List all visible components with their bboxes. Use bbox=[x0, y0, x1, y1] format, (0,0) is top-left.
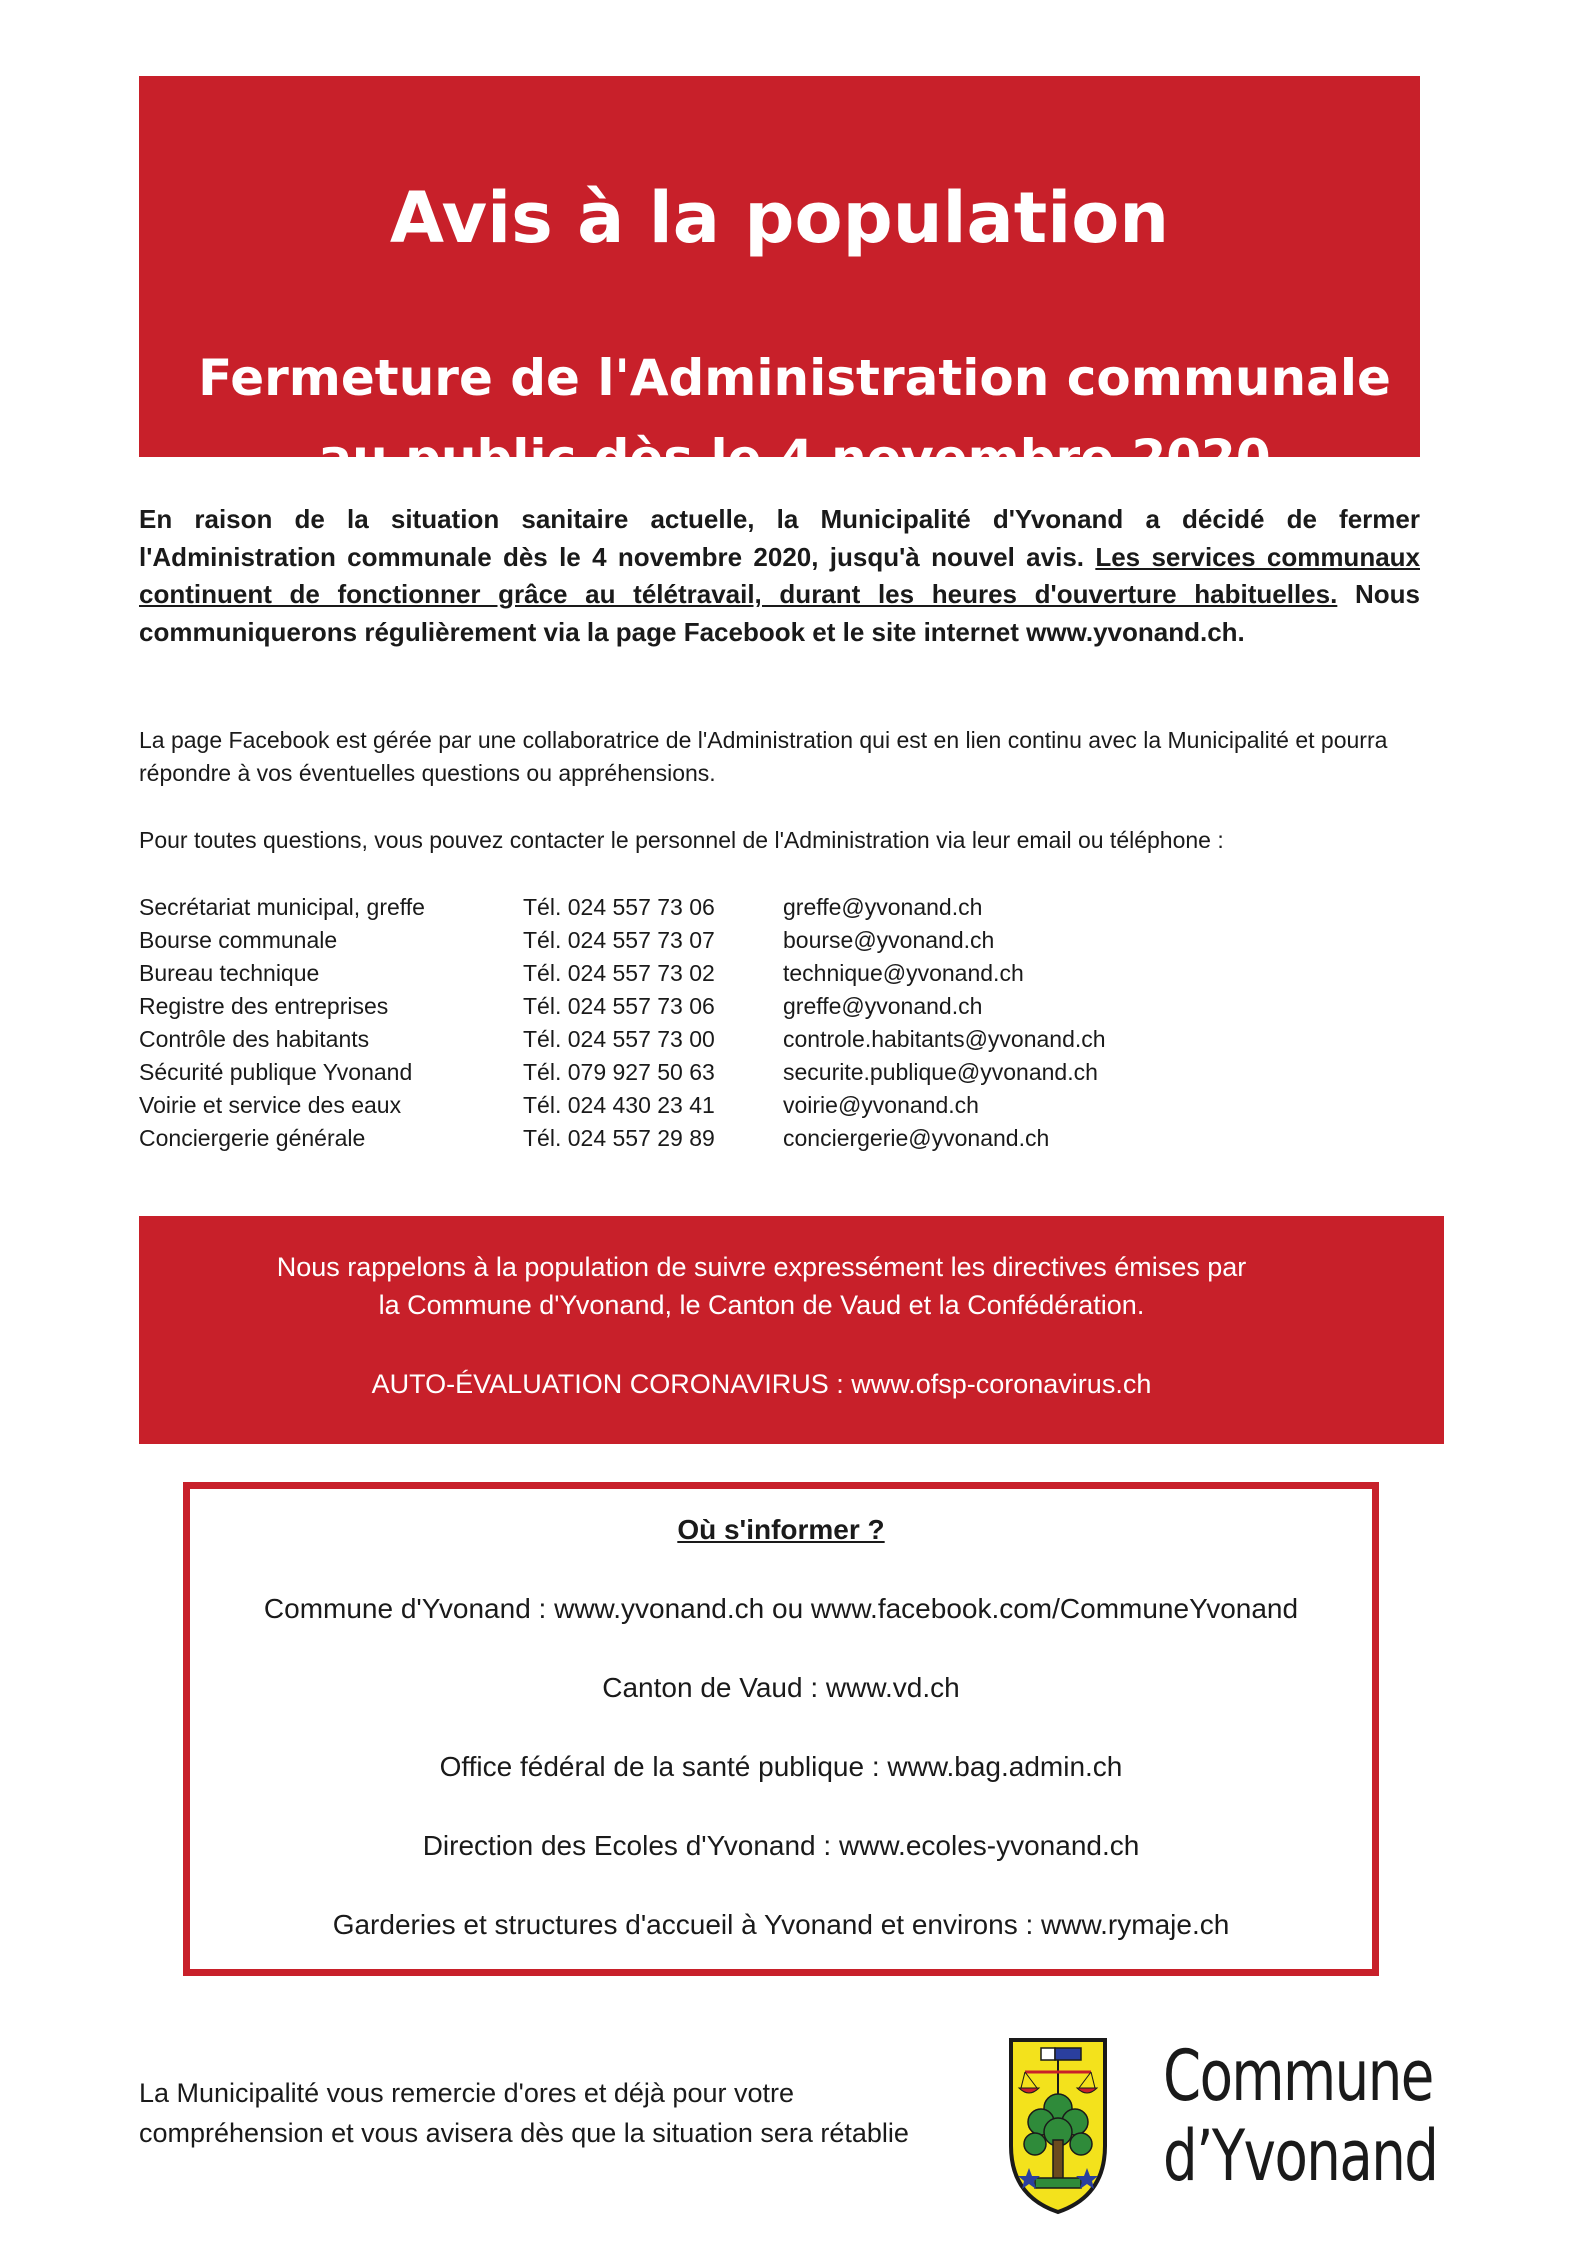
contact-name: Secrétariat municipal, greffe bbox=[139, 894, 425, 920]
contact-phone[interactable]: Tél. 079 927 50 63 bbox=[523, 1059, 715, 1085]
contact-email[interactable]: voirie@yvonand.ch bbox=[783, 1092, 979, 1118]
info-item[interactable]: Commune d'Yvonand : www.yvonand.ch ou www.facebook.com/CommuneYvonand bbox=[263, 1593, 1299, 1624]
contact-row bbox=[139, 1089, 1339, 1122]
facebook-paragraph: La page Facebook est gérée par une collaboratrice de l'Administration qui est en lien continu avec la Municipalité et pourra répondre à vos éventuelles questions ou appréhensions. bbox=[139, 727, 1388, 786]
contact-email[interactable]: bourse@yvonand.ch bbox=[783, 927, 995, 953]
brand-line-2: d’Yvonand bbox=[1163, 2115, 1438, 2197]
contact-phone[interactable]: Tél. 024 557 73 00 bbox=[523, 1026, 715, 1052]
contact-name: Conciergerie générale bbox=[139, 1125, 366, 1151]
contact-email[interactable]: greffe@yvonand.ch bbox=[783, 894, 983, 920]
contact-phone[interactable]: Tél. 024 557 73 06 bbox=[523, 993, 715, 1019]
contact-row bbox=[139, 891, 1339, 924]
contact-phone[interactable]: Tél. 024 557 73 02 bbox=[523, 960, 715, 986]
contact-row bbox=[139, 1122, 1339, 1155]
brand-line-1: Commune bbox=[1163, 2035, 1433, 2117]
reminder-self-assessment[interactable]: AUTO-ÉVALUATION CORONAVIRUS : www.ofsp-coronavirus.ch bbox=[371, 1369, 1152, 1399]
contact-email[interactable]: controle.habitants@yvonand.ch bbox=[783, 1026, 1106, 1052]
coat-of-arms-icon bbox=[1007, 2036, 1109, 2216]
info-item[interactable]: Office fédéral de la santé publique : www.bag.admin.ch bbox=[439, 1751, 1123, 1782]
contact-name: Contrôle des habitants bbox=[139, 1026, 370, 1052]
reminder-banner bbox=[139, 1216, 1444, 1444]
contact-row bbox=[139, 957, 1339, 990]
page-subtitle bbox=[139, 338, 1420, 498]
thanks-paragraph: La Municipalité vous remercie d'ores et déjà pour votre compréhension et vous avisera dès que la situation sera rétablie bbox=[139, 2078, 909, 2148]
contact-name: Bureau technique bbox=[139, 960, 320, 986]
contact-email[interactable]: securite.publique@yvonand.ch bbox=[783, 1059, 1098, 1085]
contact-phone[interactable]: Tél. 024 430 23 41 bbox=[523, 1092, 715, 1118]
header-banner bbox=[139, 76, 1420, 487]
reminder-line-2: la Commune d'Yvonand, le Canton de Vaud et la Confédération. bbox=[378, 1290, 1145, 1320]
contact-email[interactable]: technique@yvonand.ch bbox=[783, 960, 1024, 986]
contact-intro: Pour toutes questions, vous pouvez contacter le personnel de l'Administration via leur email ou téléphone : bbox=[139, 827, 1224, 853]
reminder-line-1: Nous rappelons à la population de suivre expressément les directives émises par bbox=[276, 1252, 1247, 1282]
info-item[interactable]: Canton de Vaud : www.vd.ch bbox=[602, 1672, 960, 1703]
contact-phone[interactable]: Tél. 024 557 73 07 bbox=[523, 927, 715, 953]
subtitle-line-2: au public dès le 4 novembre 2020 bbox=[318, 429, 1271, 487]
lead-underlined-text: Les services communaux continuent de fonctionner grâce au télétravail, durant les heures d'ouverture habituelles. bbox=[139, 541, 1420, 609]
brand-wordmark bbox=[1163, 2036, 1437, 2196]
info-box bbox=[183, 1482, 1379, 1976]
contact-name: Sécurité publique Yvonand bbox=[139, 1059, 413, 1085]
contact-email[interactable]: conciergerie@yvonand.ch bbox=[783, 1125, 1050, 1151]
contact-phone[interactable]: Tél. 024 557 29 89 bbox=[523, 1125, 715, 1151]
info-item[interactable]: Direction des Ecoles d'Yvonand : www.ecoles-yvonand.ch bbox=[422, 1830, 1140, 1861]
contact-email[interactable]: greffe@yvonand.ch bbox=[783, 993, 983, 1019]
lead-paragraph bbox=[139, 501, 1420, 651]
contact-name: Bourse communale bbox=[139, 927, 338, 953]
info-title: Où s'informer ? bbox=[677, 1514, 885, 1545]
page-title: Avis à la population bbox=[389, 177, 1170, 259]
contact-name: Voirie et service des eaux bbox=[139, 1092, 402, 1118]
contact-name: Registre des entreprises bbox=[139, 993, 389, 1019]
contact-phone[interactable]: Tél. 024 557 73 06 bbox=[523, 894, 715, 920]
info-item[interactable]: Garderies et structures d'accueil à Yvonand et environs : www.rymaje.ch bbox=[332, 1909, 1230, 1940]
contact-row bbox=[139, 924, 1339, 957]
contact-row bbox=[139, 1056, 1339, 1089]
contact-list bbox=[139, 891, 1339, 1155]
subtitle-line-1: Fermeture de l'Administration communale bbox=[198, 349, 1391, 407]
lead-text-1: En raison de la situation sanitaire actuelle, la Municipalité d'Yvonand a décidé de fermer l'Administration communale dès le 4 novembre 2020, jusqu'à nouvel avis. bbox=[139, 504, 1420, 572]
contact-row bbox=[139, 1023, 1339, 1056]
contact-row bbox=[139, 990, 1339, 1023]
lead-text-2: Nous communiquerons régulièrement via la page Facebook et le site internet www.yvonand.ch. bbox=[139, 579, 1420, 647]
